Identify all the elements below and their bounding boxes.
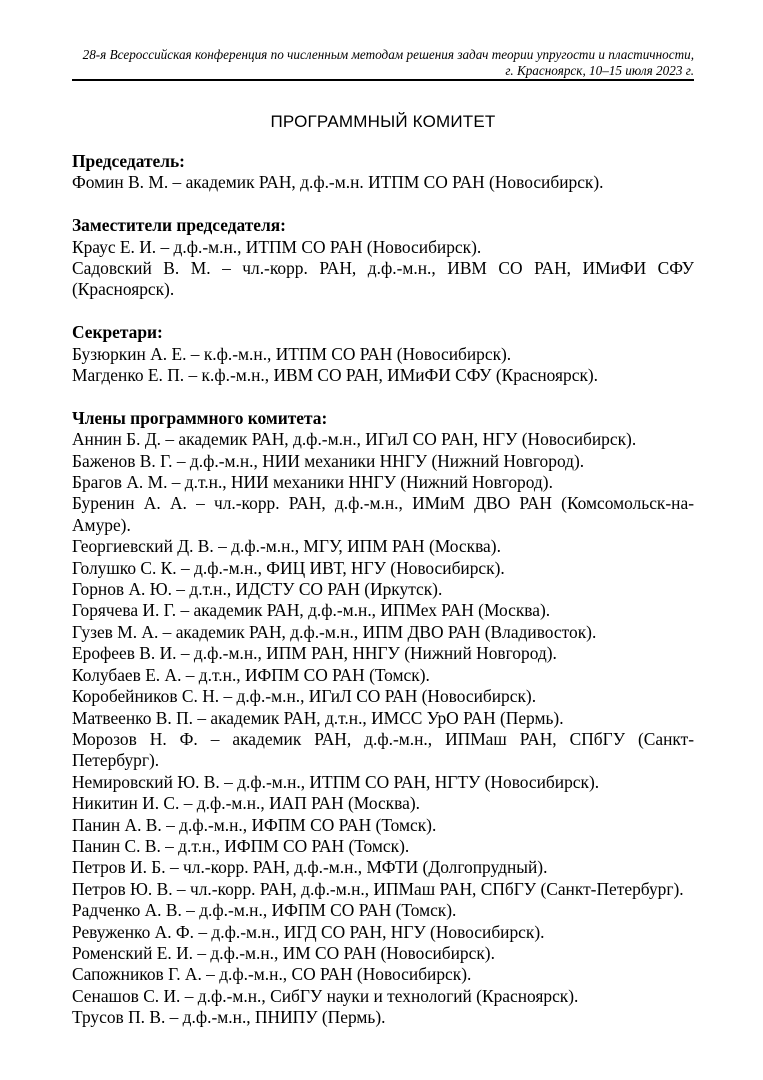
committee-member: Петров Ю. В. – чл.-корр. РАН, д.ф.-м.н., ИПМаш РАН, СПбГУ (Санкт-Петербург). [72,878,684,899]
committee-member: Ревуженко А. Ф. – д.ф.-м.н., ИГД СО РАН, НГУ (Новосибирск). [72,921,545,942]
committee-list [72,151,694,1050]
committee-section [72,322,694,386]
committee-member: Магденко Е. П. – к.ф.-м.н., ИВМ СО РАН, ИМиФИ СФУ (Красноярск). [72,365,599,386]
page-title: ПРОГРАММНЫЙ КОМИТЕТ [270,112,496,131]
header-line-2: г. Красноярск, 10–15 июля 2023 г. [505,63,694,78]
committee-member: Фомин В. М. – академик РАН, д.ф.-м.н. ИТПМ СО РАН (Новосибирск). [72,172,604,193]
committee-member: Бузюркин А. Е. – к.ф.-м.н., ИТПМ СО РАН (Новосибирск). [72,343,512,364]
committee-member: Морозов Н. Ф. – академик РАН, д.ф.-м.н., ИПМаш РАН, СПбГУ (Санкт-Петербург). [72,728,694,771]
committee-section [72,408,694,1029]
committee-member: Панин А. В. – д.ф.-м.н., ИФПМ СО РАН (Томск). [72,814,437,835]
committee-section [72,151,694,194]
committee-member: Горячева И. Г. – академик РАН, д.ф.-м.н., ИПМех РАН (Москва). [72,600,551,621]
committee-member: Гузев М. А. – академик РАН, д.ф.-м.н., ИПМ ДВО РАН (Владивосток). [72,621,597,642]
committee-member: Сенашов С. И. – д.ф.-м.н., СибГУ науки и технологий (Красноярск). [72,985,579,1006]
committee-member: Коробейников С. Н. – д.ф.-м.н., ИГиЛ СО РАН (Новосибирск). [72,686,537,707]
committee-member: Трусов П. В. – д.ф.-м.н., ПНИПУ (Пермь). [72,1007,386,1028]
committee-member: Панин С. В. – д.т.н., ИФПМ СО РАН (Томск). [72,835,410,856]
committee-section [72,215,694,301]
section-heading: Секретари: [72,322,163,343]
committee-member: Сапожников Г. А. – д.ф.-м.н., СО РАН (Новосибирск). [72,964,472,985]
committee-member: Георгиевский Д. В. – д.ф.-м.н., МГУ, ИПМ РАН (Москва). [72,536,501,557]
committee-member: Ерофеев В. И. – д.ф.-м.н., ИПМ РАН, ННГУ (Нижний Новгород). [72,643,557,664]
committee-member: Никитин И. С. – д.ф.-м.н., ИАП РАН (Москва). [72,793,420,814]
committee-member: Роменский Е. И. – д.ф.-м.н., ИМ СО РАН (Новосибирск). [72,942,495,963]
committee-member: Немировский Ю. В. – д.ф.-м.н., ИТПМ СО РАН, НГТУ (Новосибирск). [72,771,600,792]
committee-member: Голушко С. К. – д.ф.-м.н., ФИЦ ИВТ, НГУ (Новосибирск). [72,557,505,578]
committee-member: Радченко А. В. – д.ф.-м.н., ИФПМ СО РАН (Томск). [72,900,457,921]
running-header [72,47,694,79]
committee-member: Брагов А. М. – д.т.н., НИИ механики ННГУ (Нижний Новгород). [72,472,553,493]
section-heading: Заместители председателя: [72,215,286,236]
committee-member: Горнов А. Ю. – д.т.н., ИДСТУ СО РАН (Иркутск). [72,579,443,600]
section-heading: Председатель: [72,151,185,171]
committee-member: Краус Е. И. – д.ф.-м.н., ИТПМ СО РАН (Новосибирск). [72,236,482,257]
committee-member: Аннин Б. Д. – академик РАН, д.ф.-м.н., ИГиЛ СО РАН, НГУ (Новосибирск). [72,429,637,450]
committee-member: Баженов В. Г. – д.ф.-м.н., НИИ механики ННГУ (Нижний Новгород). [72,450,585,471]
committee-member: Колубаев Е. А. – д.т.н., ИФПМ СО РАН (Томск). [72,664,430,685]
committee-member: Матвеенко В. П. – академик РАН, д.т.н., ИМСС УрО РАН (Пермь). [72,707,564,728]
committee-member: Буренин А. А. – чл.-корр. РАН, д.ф.-м.н., ИМиМ ДВО РАН (Комсомольск-на-Амуре). [72,493,694,535]
header-rule [72,79,694,81]
committee-member: Садовский В. М. – чл.-корр. РАН, д.ф.-м.н., ИВМ СО РАН, ИМиФИ СФУ (Красноярск). [72,258,694,300]
section-heading: Члены программного комитета: [72,407,328,428]
committee-member: Петров И. Б. – чл.-корр. РАН, д.ф.-м.н., МФТИ (Долгопрудный). [72,857,548,878]
header-line-1: 28-я Всероссийская конференция по численным методам решения задач теории упругости и пластичности, [82,47,694,62]
